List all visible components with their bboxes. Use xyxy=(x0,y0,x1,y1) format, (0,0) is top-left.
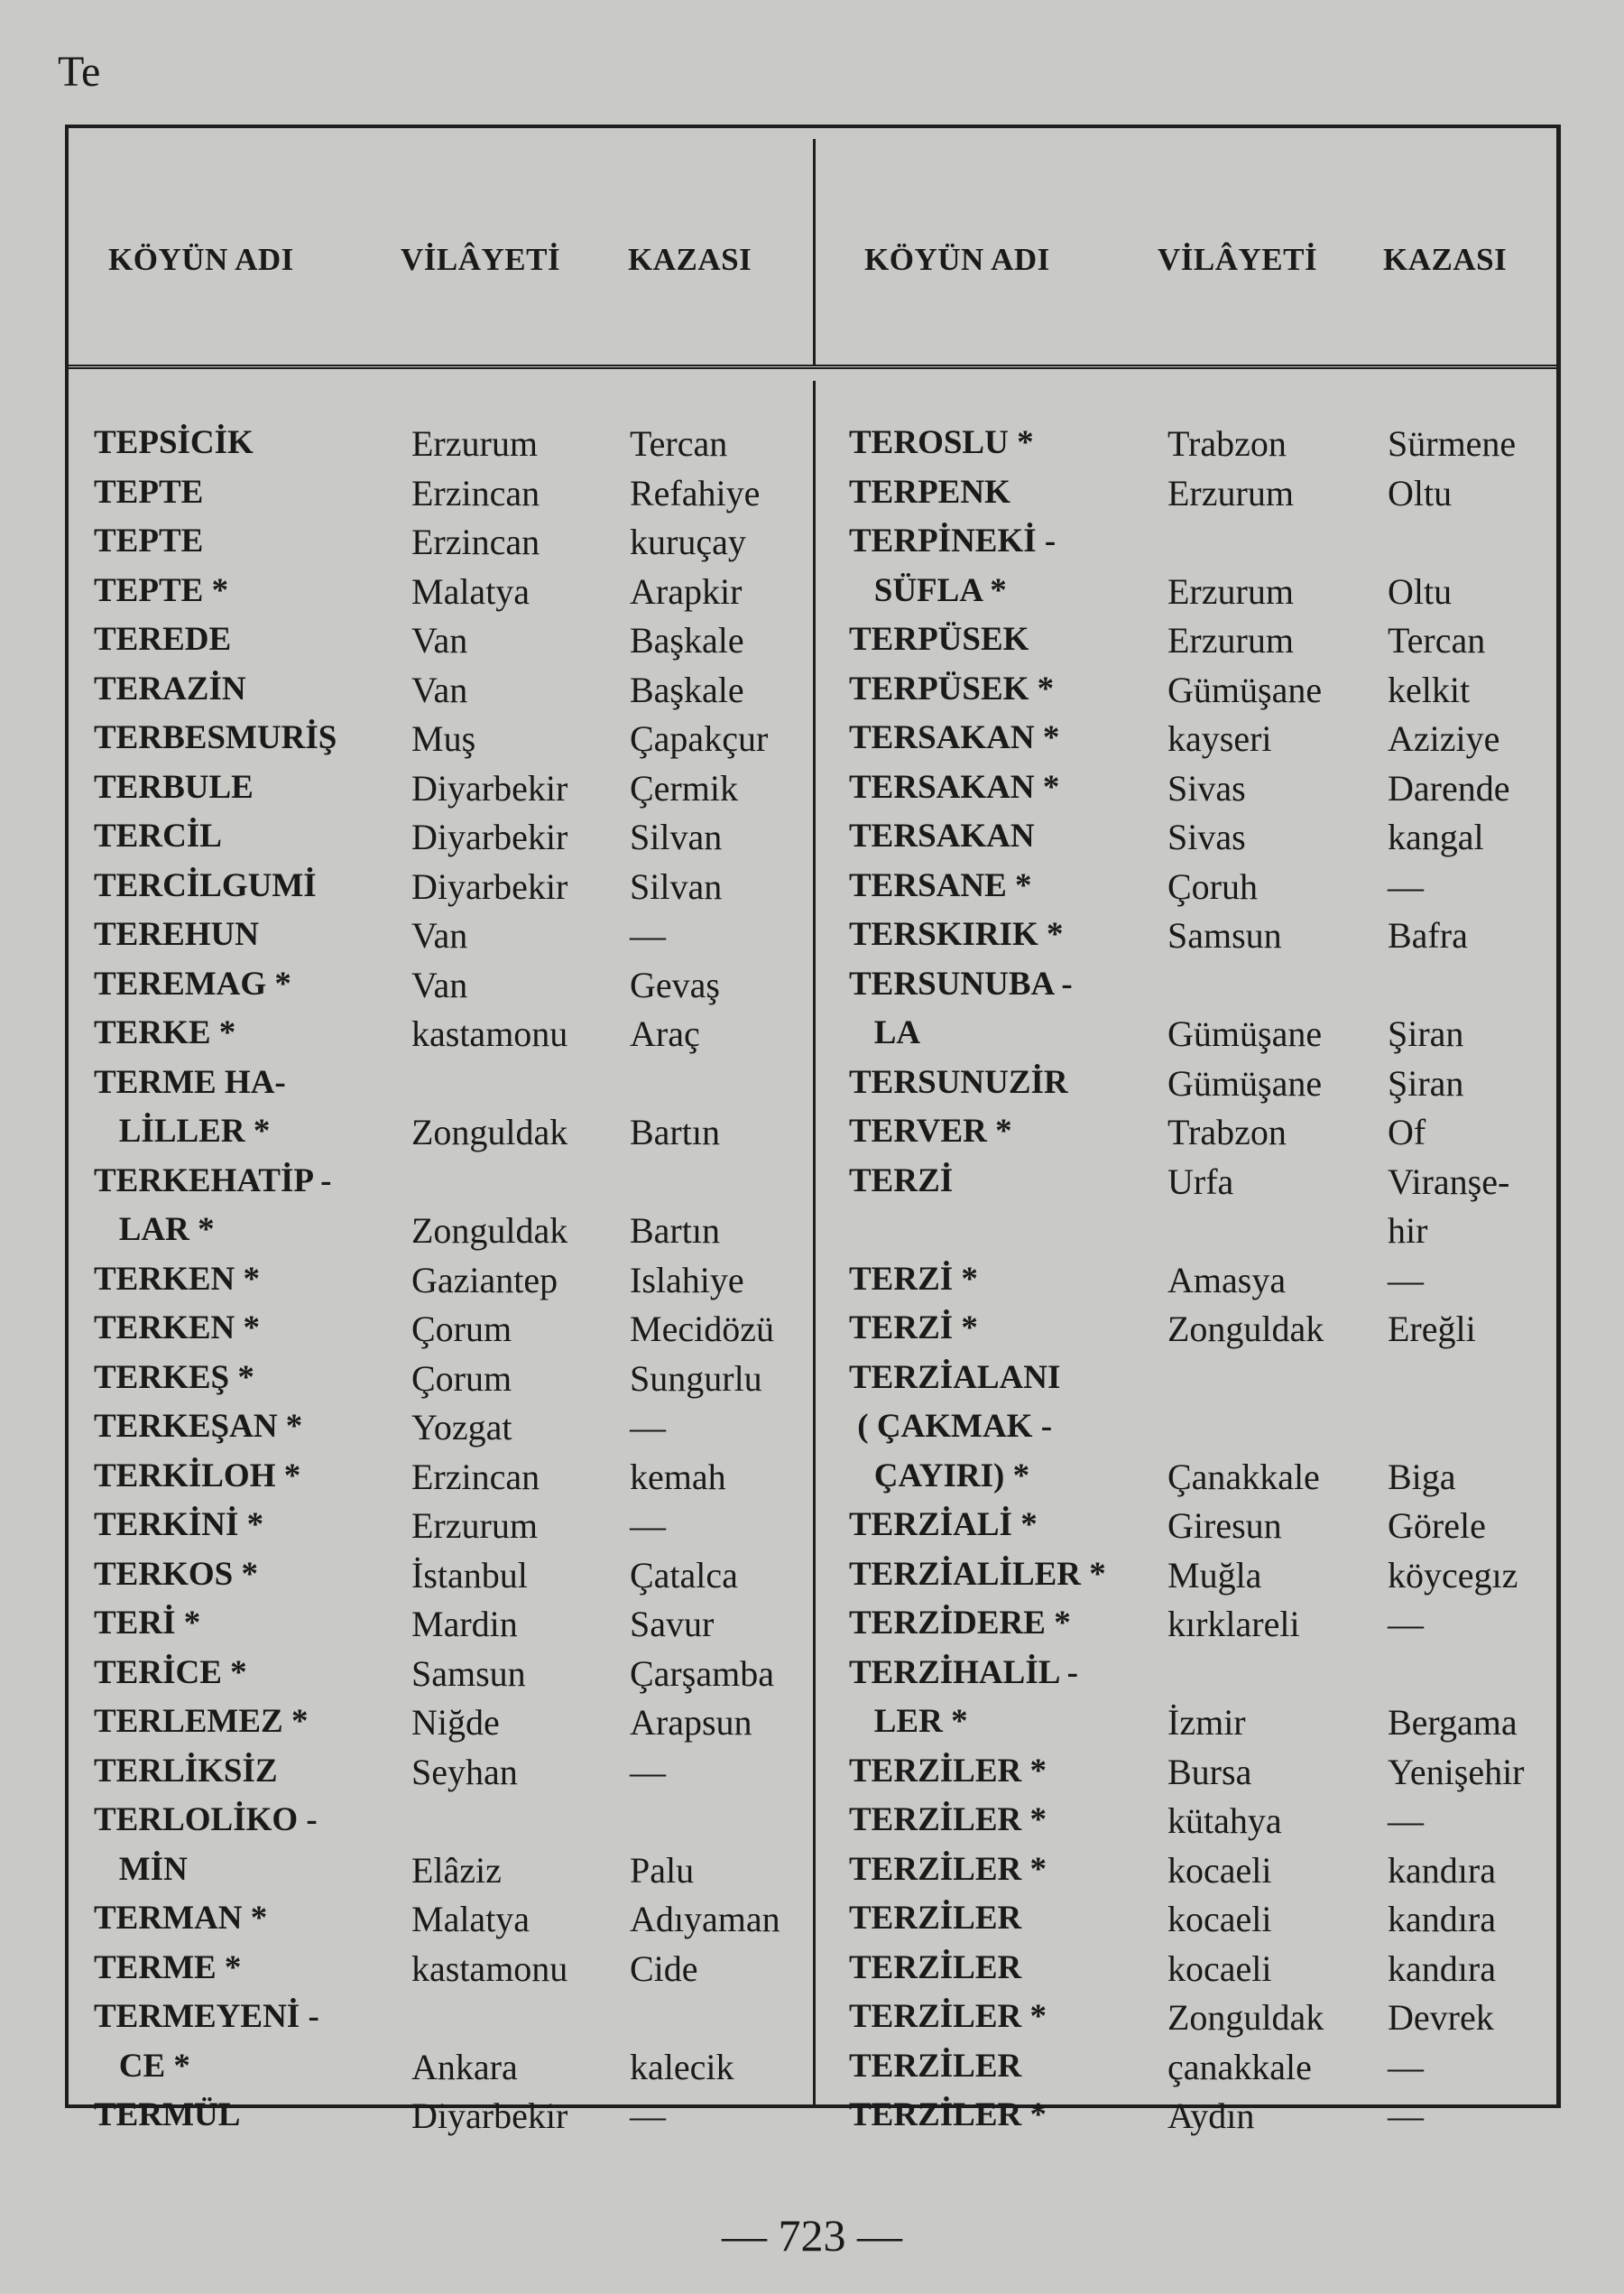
left-row-vilayet: Niğde xyxy=(411,1702,500,1743)
right-row-vilayet: Trabzon xyxy=(1167,1112,1287,1152)
right-row-vilayet: Erzurum xyxy=(1167,473,1294,513)
left-row-kaza: — xyxy=(630,2095,666,2136)
right-row-name: TERZİLER * xyxy=(849,1998,1047,2035)
left-row-vilayet: Van xyxy=(411,915,468,956)
left-row-vilayet: Diyarbekir xyxy=(411,866,568,907)
right-row-name: TERSAKAN * xyxy=(849,719,1060,756)
right-row-kaza: Viranşe- xyxy=(1388,1161,1510,1202)
left-row-vilayet: Diyarbekir xyxy=(411,2095,568,2136)
left-row-name: TERKEN * xyxy=(94,1261,261,1298)
left-row-vilayet: Malatya xyxy=(411,571,531,612)
right-row-kaza: — xyxy=(1388,1260,1424,1300)
left-row-kaza: — xyxy=(630,1505,666,1546)
right-row-name: TERPÜSEK * xyxy=(849,671,1055,708)
left-row-name: TEPTE xyxy=(94,474,204,511)
left-row-vilayet: Çorum xyxy=(411,1358,512,1399)
right-row-kaza: kangal xyxy=(1388,817,1484,857)
left-row-vilayet: kastamonu xyxy=(411,1013,568,1054)
right-row-kaza: Aziziye xyxy=(1388,718,1500,759)
left-row-kaza: Arapsun xyxy=(630,1702,752,1743)
right-row-vilayet: Trabzon xyxy=(1167,423,1287,464)
right-row-vilayet: Gümüşane xyxy=(1167,1063,1323,1104)
right-row-name: TERZİLER xyxy=(849,1949,1022,1986)
right-row-vilayet: kocaeli xyxy=(1167,1948,1272,1989)
left-row-name: TERKE * xyxy=(94,1014,236,1051)
left-row-name: TERKOS * xyxy=(94,1556,258,1593)
right-row-name: TERVER * xyxy=(849,1113,1012,1150)
right-row-name: TERSUNUBA - xyxy=(849,966,1073,1003)
right-row-kaza: Görele xyxy=(1388,1505,1486,1546)
left-row-kaza: Araç xyxy=(630,1013,700,1054)
left-row-kaza: Arapkir xyxy=(630,571,743,612)
right-row-kaza: — xyxy=(1388,2095,1424,2136)
left-row-name: LAR * xyxy=(94,1211,215,1248)
left-row-vilayet: Mardin xyxy=(411,1604,518,1644)
right-row-kaza: — xyxy=(1388,2047,1424,2087)
right-row-kaza: Tercan xyxy=(1388,620,1486,661)
left-row-vilayet: Gaziantep xyxy=(411,1260,558,1300)
left-row-name: TERLİKSİZ xyxy=(94,1753,278,1790)
left-row-kaza: Palu xyxy=(630,1850,695,1891)
left-row-name: TEPTE * xyxy=(94,572,229,609)
right-row-kaza: — xyxy=(1388,1800,1424,1841)
right-row-kaza: Oltu xyxy=(1388,571,1453,612)
left-row-name: TERMÜL xyxy=(94,2096,241,2133)
left-row-kaza: Bartın xyxy=(630,1112,720,1152)
right-row-name: TERZİLER * xyxy=(849,2096,1047,2133)
right-row-vilayet: Çoruh xyxy=(1167,866,1258,907)
left-row-vilayet: Van xyxy=(411,670,468,710)
left-row-name: TERLOLİKO - xyxy=(94,1801,318,1838)
left-row-name: TERBESMURİŞ xyxy=(94,719,337,756)
left-row-vilayet: Muş xyxy=(411,718,476,759)
right-row-name: TERZİLER * xyxy=(849,1801,1047,1838)
left-row-vilayet: Çorum xyxy=(411,1309,512,1349)
right-row-kaza: Yenişehir xyxy=(1388,1752,1525,1792)
right-row-kaza: kandıra xyxy=(1388,1850,1496,1891)
right-row-name: LA xyxy=(849,1014,921,1051)
left-row-name: TERİ * xyxy=(94,1605,201,1642)
right-row-vilayet: Giresun xyxy=(1167,1505,1282,1546)
right-row-name: TEROSLU * xyxy=(849,424,1034,461)
left-row-name: TERAZİN xyxy=(94,671,246,708)
right-row-kaza: Devrek xyxy=(1388,1997,1494,2038)
left-row-name: TERKEN * xyxy=(94,1309,261,1346)
right-row-vilayet: Samsun xyxy=(1167,915,1282,956)
left-row-kaza: Cide xyxy=(630,1948,698,1989)
right-row-vilayet: Muğla xyxy=(1167,1555,1262,1596)
left-row-vilayet: Zonguldak xyxy=(411,1210,568,1251)
right-row-kaza: Biga xyxy=(1388,1457,1456,1497)
right-row-kaza: Of xyxy=(1388,1112,1426,1152)
left-row-kaza: Çatalca xyxy=(630,1555,738,1596)
left-row-kaza: Islahiye xyxy=(630,1260,744,1300)
right-row-kaza: Şiran xyxy=(1388,1063,1464,1104)
left-row-vilayet: Malatya xyxy=(411,1899,531,1939)
col-header-koy-left: KÖYÜN ADI xyxy=(108,242,294,277)
right-row-vilayet: Aydın xyxy=(1167,2095,1255,2136)
right-row-vilayet: kayseri xyxy=(1167,718,1272,759)
left-row-vilayet: Diyarbekir xyxy=(411,817,568,857)
left-row-kaza: Başkale xyxy=(630,620,744,661)
left-row-name: TERKEŞAN * xyxy=(94,1408,303,1445)
right-row-name: TERZİ * xyxy=(849,1261,978,1298)
right-row-kaza: hir xyxy=(1388,1210,1428,1251)
left-row-vilayet: Ankara xyxy=(411,2047,518,2087)
right-row-vilayet: Zonguldak xyxy=(1167,1997,1324,2038)
right-row-vilayet: kocaeli xyxy=(1167,1899,1272,1939)
right-row-kaza: Şiran xyxy=(1388,1013,1464,1054)
right-row-name: TERSANE * xyxy=(849,867,1032,904)
left-row-name: CE * xyxy=(94,2048,190,2085)
left-row-name: TEPSİCİK xyxy=(94,424,254,461)
left-row-vilayet: İstanbul xyxy=(411,1555,528,1596)
left-row-kaza: Silvan xyxy=(630,817,723,857)
left-row-kaza: — xyxy=(630,1407,666,1448)
right-row-kaza: — xyxy=(1388,1604,1424,1644)
right-row-name: TERZİHALİL - xyxy=(849,1654,1078,1691)
right-row-vilayet: Urfa xyxy=(1167,1161,1234,1202)
left-row-kaza: Silvan xyxy=(630,866,723,907)
right-row-name: ÇAYIRI) * xyxy=(849,1457,1030,1494)
right-row-vilayet: Çanakkale xyxy=(1167,1457,1320,1497)
right-row-name: TERZİ xyxy=(849,1162,954,1199)
right-row-vilayet: Gümüşane xyxy=(1167,670,1323,710)
left-row-kaza: Başkale xyxy=(630,670,744,710)
left-row-vilayet: Erzincan xyxy=(411,522,540,562)
right-row-name: TERZİLER xyxy=(849,1900,1022,1937)
left-row-name: TERMEYENİ - xyxy=(94,1998,319,2035)
right-row-vilayet: kütahya xyxy=(1167,1800,1282,1841)
col-header-vilayet-right: VİLÂYETİ xyxy=(1158,242,1318,277)
left-row-name: TERKİNİ * xyxy=(94,1506,264,1543)
right-row-kaza: Bergama xyxy=(1388,1702,1518,1743)
right-row-name: TERPÜSEK xyxy=(849,621,1029,658)
left-row-name: LİLLER * xyxy=(94,1113,271,1150)
left-row-kaza: Mecidözü xyxy=(630,1309,774,1349)
left-row-name: TERLEMEZ * xyxy=(94,1703,309,1740)
col-header-koy-right: KÖYÜN ADI xyxy=(864,242,1050,277)
right-row-name: TERZİDERE * xyxy=(849,1605,1071,1642)
left-row-kaza: Savur xyxy=(630,1604,715,1644)
right-row-vilayet: Zonguldak xyxy=(1167,1309,1324,1349)
left-row-vilayet: kastamonu xyxy=(411,1948,568,1989)
right-row-kaza: — xyxy=(1388,866,1424,907)
left-row-vilayet: Zonguldak xyxy=(411,1112,568,1152)
right-row-name: TERSAKAN * xyxy=(849,769,1060,806)
left-row-name: TERİCE * xyxy=(94,1654,247,1691)
right-row-name: TERZİALİLER * xyxy=(849,1556,1106,1593)
left-row-name: TERKEHATİP - xyxy=(94,1162,332,1199)
right-row-name: TERZİLER * xyxy=(849,1851,1047,1888)
right-row-name: TERSAKAN xyxy=(849,818,1035,855)
left-row-vilayet: Seyhan xyxy=(411,1752,518,1792)
left-row-name: TERKEŞ * xyxy=(94,1359,254,1396)
left-row-kaza: kemah xyxy=(630,1457,726,1497)
left-row-vilayet: Yozgat xyxy=(411,1407,512,1448)
right-row-name: TERZİLER xyxy=(849,2048,1022,2085)
left-row-vilayet: Samsun xyxy=(411,1653,526,1694)
right-row-vilayet: çanakkale xyxy=(1167,2047,1312,2087)
col-header-kaza-right: KAZASI xyxy=(1383,242,1508,277)
left-row-vilayet: Erzincan xyxy=(411,1457,540,1497)
right-row-vilayet: Erzurum xyxy=(1167,620,1294,661)
left-row-vilayet: Erzincan xyxy=(411,473,540,513)
right-row-kaza: Oltu xyxy=(1388,473,1453,513)
left-row-kaza: Bartın xyxy=(630,1210,720,1251)
right-row-name: TERZİLER * xyxy=(849,1753,1047,1790)
right-row-vilayet: İzmir xyxy=(1167,1702,1246,1743)
right-row-name: TERPENK xyxy=(849,474,1010,511)
right-row-kaza: kandıra xyxy=(1388,1899,1496,1939)
left-row-kaza: Sungurlu xyxy=(630,1358,762,1399)
left-row-kaza: Gevaş xyxy=(630,965,720,1005)
left-row-name: MİN xyxy=(94,1851,188,1888)
right-row-vilayet: kırklareli xyxy=(1167,1604,1300,1644)
right-row-kaza: Darende xyxy=(1388,768,1510,809)
right-row-kaza: Ereğli xyxy=(1388,1309,1476,1349)
right-row-vilayet: Erzurum xyxy=(1167,571,1294,612)
left-row-kaza: Çermik xyxy=(630,768,738,809)
gazetteer-table xyxy=(65,125,1561,2136)
right-row-name: TERZİALİ * xyxy=(849,1506,1038,1543)
right-row-name: TERPİNEKİ - xyxy=(849,523,1057,560)
col-header-kaza-left: KAZASI xyxy=(628,242,752,277)
right-row-kaza: Sürmene xyxy=(1388,423,1517,464)
left-row-vilayet: Van xyxy=(411,965,468,1005)
left-row-vilayet: Diyarbekir xyxy=(411,768,568,809)
left-row-kaza: Çapakçur xyxy=(630,718,769,759)
right-row-name: LER * xyxy=(849,1703,968,1740)
left-row-name: TERME HA- xyxy=(94,1064,286,1101)
right-row-kaza: köycegız xyxy=(1388,1555,1518,1596)
left-row-name: TEPTE xyxy=(94,523,204,560)
left-row-vilayet: Van xyxy=(411,620,468,661)
left-row-kaza: kuruçay xyxy=(630,522,746,562)
left-row-kaza: Çarşamba xyxy=(630,1653,774,1694)
right-row-name: TERZİ * xyxy=(849,1309,978,1346)
page-number: — 723 — xyxy=(722,2210,902,2261)
left-row-vilayet: Erzurum xyxy=(411,423,538,464)
left-row-kaza: Tercan xyxy=(630,423,728,464)
left-row-name: TERMAN * xyxy=(94,1900,268,1937)
page-header: Te xyxy=(58,48,101,96)
left-row-kaza: Adıyaman xyxy=(630,1899,780,1939)
left-row-name: TERBULE xyxy=(94,769,254,806)
left-row-kaza: kalecik xyxy=(630,2047,734,2087)
right-row-vilayet: Bursa xyxy=(1167,1752,1252,1792)
right-row-vilayet: kocaeli xyxy=(1167,1850,1272,1891)
left-row-vilayet: Elâziz xyxy=(411,1850,502,1891)
right-row-name: TERZİALANI xyxy=(849,1359,1061,1396)
right-row-vilayet: Sivas xyxy=(1167,768,1246,809)
right-row-name: ( ÇAKMAK - xyxy=(849,1408,1053,1445)
right-row-vilayet: Sivas xyxy=(1167,817,1246,857)
left-row-vilayet: Erzurum xyxy=(411,1505,538,1546)
left-row-kaza: Refahiye xyxy=(630,473,761,513)
left-row-kaza: — xyxy=(630,915,666,956)
left-row-name: TERCİLGUMİ xyxy=(94,867,317,904)
table-body xyxy=(69,128,1556,2136)
right-row-vilayet: Gümüşane xyxy=(1167,1013,1323,1054)
left-row-name: TEREMAG * xyxy=(94,966,291,1003)
right-row-kaza: kelkit xyxy=(1388,670,1471,710)
left-row-name: TERCİL xyxy=(94,818,222,855)
right-row-vilayet: Amasya xyxy=(1167,1260,1287,1300)
right-row-name: TERSUNUZİR xyxy=(849,1064,1068,1101)
left-row-name: TEREHUN xyxy=(94,916,259,953)
right-row-kaza: Bafra xyxy=(1388,915,1468,956)
right-row-name: TERSKIRIK * xyxy=(849,916,1064,953)
left-row-name: TERME * xyxy=(94,1949,242,1986)
right-row-kaza: kandıra xyxy=(1388,1948,1496,1989)
right-row-name: SÜFLA * xyxy=(849,572,1007,609)
left-row-kaza: — xyxy=(630,1752,666,1792)
left-row-name: TERKİLOH * xyxy=(94,1457,301,1494)
left-row-name: TEREDE xyxy=(94,621,232,658)
col-header-vilayet-left: VİLÂYETİ xyxy=(401,242,561,277)
